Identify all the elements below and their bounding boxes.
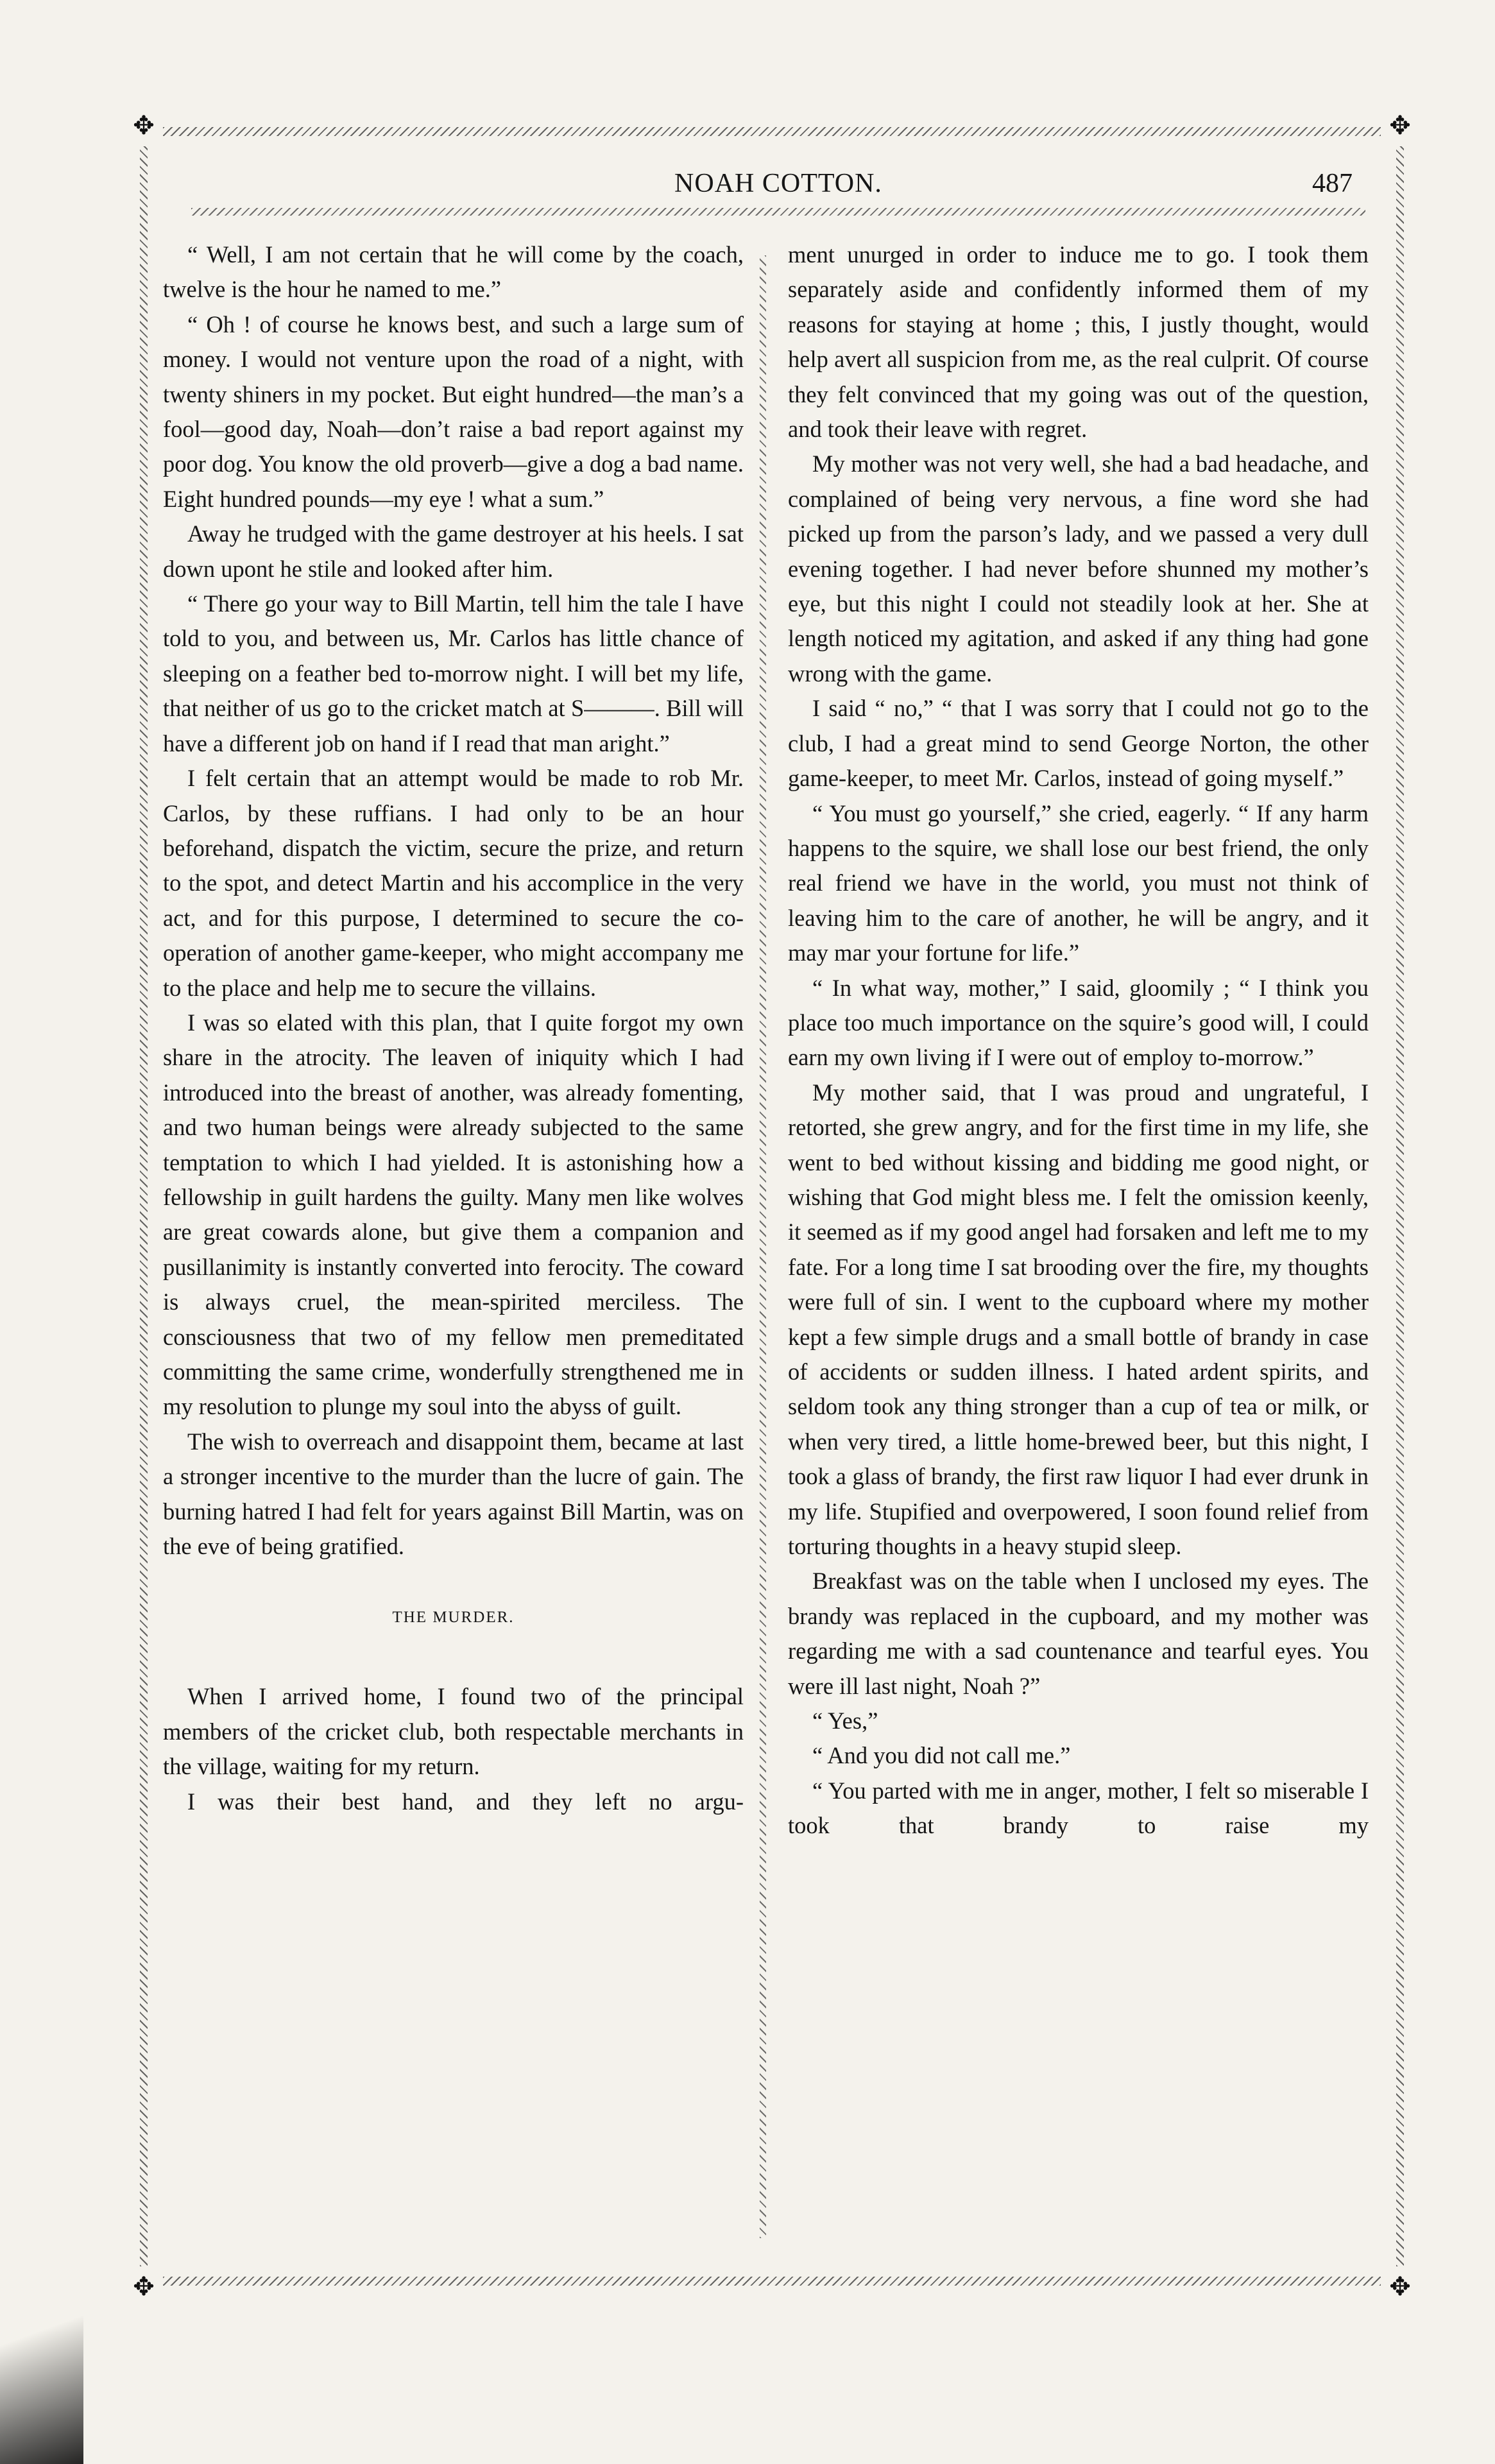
- paragraph: “ Yes,”: [812, 1707, 878, 1734]
- paragraph: “ Well, I am not certain that he will come by the coach, twelve is the hour he named to me.”: [163, 241, 744, 303]
- paragraph: I was so elated with this plan, that I quite forgot my own share in the atrocity. The leaven of iniquity which I had introduced into the breast of another, was already fomenting, and two human beings were already subjected to the same temptation to which I had yielded. It is astonishing how a fellowship in guilt hardens the guilty. Many men like wolves are great cowards alone, but give them a companion and pusillanimity is instantly converted into ferocity. The coward is always cruel, the mean-spirited merciless. The consciousness that two of my fellow men premeditated committing the same crime, wonderfully strengthened me in my resolution to plunge my soul into the abyss of guilt.: [163, 1009, 744, 1420]
- paragraph: “ Oh ! of course he knows best, and such a large sum of money. I would not venture upon the road of a night, with twenty shiners in my pocket. But eight hundred—the man’s a fool—good day, Noah—don’t raise a bad report against my poor dog. You know the old proverb—give a dog a bad name. Eight hundred pounds—my eye ! what a sum.”: [163, 311, 744, 512]
- ornamental-border-right: [1396, 146, 1404, 2266]
- paragraph: “ You parted with me in anger, mother, I felt so miserable I took that brandy to raise my: [788, 1777, 1369, 1839]
- header-rule: [191, 208, 1365, 216]
- page-header: [191, 164, 1365, 203]
- paragraph: “ You must go yourself,” she cried, eagerly. “ If any harm happens to the squire, we shall lose our best friend, the only real friend we have in the world, you must not think of leaving him to the care of another, he will be angry, and it may mar your fortune for life.”: [788, 800, 1369, 966]
- page-frame: [133, 111, 1411, 2302]
- paragraph: I felt certain that an attempt would be made to rob Mr. Carlos, by these ruffians. I had only to be an hour beforehand, dispatch the victim, secure the prize, and return to the spot, and detect Martin and his accomplice in the very act, and for this purpose, I determined to secure the co-operation of another game-keeper, who might accompany me to the place and help me to secure the villains.: [163, 765, 744, 1001]
- paragraph: My mother said, that I was proud and ungrateful, I retorted, she grew angry, and for the first time in my life, she went to bed without kissing and bidding me good night, or wishing that God might bless me. I felt the omission keenly, it seemed as if my good angel had forsaken and left me to my fate. For a long time I sat brooding over the fire, my thoughts were full of sin. I went to the cupboard where my mother kept a few simple drugs and a small bottle of brandy in case of accidents or sudden illness. I hated ardent spirits, and seldom took any thing stronger than a cup of tea or milk, or when very tired, a little home-brewed beer, but this night, I took a glass of brandy, the first raw liquor I had ever drunk in my life. Stupified and overpowered, I soon found relief from torturing thoughts in a heavy stupid sleep.: [788, 1079, 1369, 1560]
- paragraph: I was their best hand, and they left no argu-: [187, 1788, 744, 1815]
- paragraph: When I arrived home, I found two of the principal members of the cricket club, both respectable merchants in the village, waiting for my return.: [163, 1683, 744, 1780]
- left-column: [163, 237, 744, 1819]
- paragraph: ment unurged in order to induce me to go. I took them separately aside and confidently informed them of my reasons for staying at home ; this, I justly thought, would help avert all suspicion from me, as the real culprit. Of course they felt convinced that my going was out of the question, and took their leave with regret.: [788, 241, 1369, 443]
- paragraph: I said “ no,” “ that I was sorry that I could not go to the club, I had a great mind to send George Norton, the other game-keeper, to meet Mr. Carlos, instead of going myself.”: [788, 695, 1369, 792]
- ornamental-border-left: [140, 146, 148, 2266]
- column-divider: [760, 255, 766, 2238]
- corner-ornament-icon: ✥: [1389, 2272, 1411, 2302]
- scan-edge-shadow: [0, 2246, 83, 2464]
- right-column: [788, 237, 1369, 1844]
- paragraph: “ There go your way to Bill Martin, tell him the tale I have told to you, and between us, Mr. Carlos has little chance of sleeping on a feather bed to-morrow night. I will bet my life, that neither of us go to the cricket match at S———. Bill will have a different job on hand if I read that man aright.”: [163, 590, 744, 757]
- corner-ornament-icon: ✥: [133, 111, 155, 141]
- ornamental-border-top: [163, 127, 1381, 136]
- running-title: NOAH COTTON.: [674, 169, 882, 198]
- paragraph: Away he trudged with the game destroyer at his heels. I sat down upont he stile and looked after him.: [163, 520, 744, 582]
- ornamental-border-bottom: [163, 2277, 1381, 2286]
- corner-ornament-icon: ✥: [133, 2272, 155, 2302]
- corner-ornament-icon: ✥: [1389, 111, 1411, 141]
- paragraph: My mother was not very well, she had a bad headache, and complained of being very nervous, a fine word she had picked up from the parson’s lady, and we passed a very dull evening together. I had never before shunned my mother’s eye, but this night I could not steadily look at her. She at length noticed my agitation, and asked if any thing had gone wrong with the game.: [788, 450, 1369, 687]
- section-heading: THE MURDER.: [392, 1609, 515, 1627]
- page-number: 487: [1312, 169, 1353, 198]
- paragraph: Breakfast was on the table when I unclosed my eyes. The brandy was replaced in the cupboard, and my mother was regarding me with a sad countenance and tearful eyes. You were ill last night, Noah ?”: [788, 1568, 1369, 1699]
- paragraph: “ And you did not call me.”: [812, 1742, 1071, 1769]
- paragraph: “ In what way, mother,” I said, gloomily ; “ I think you place too much importance on the squire’s good will, I could earn my own living if I were out of employ to-morrow.”: [788, 974, 1369, 1071]
- paragraph: The wish to overreach and disappoint them, became at last a stronger incentive to the murder than the lucre of gain. The burning hatred I had felt for years against Bill Martin, was on the eve of being gratified.: [163, 1428, 744, 1560]
